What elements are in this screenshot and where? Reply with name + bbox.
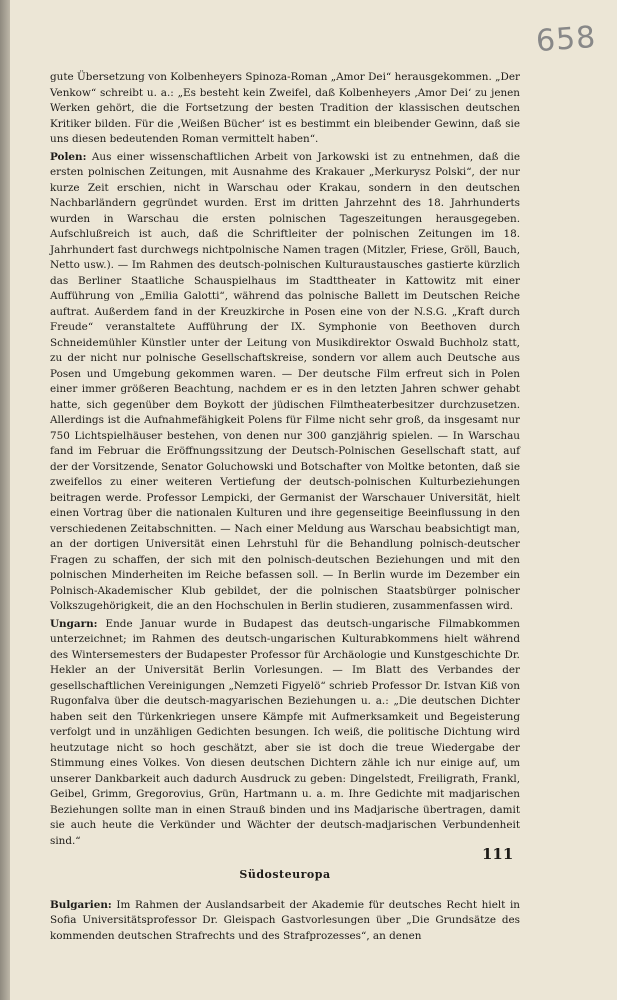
country-label-bulgarien: Bulgarien: [50,898,112,911]
country-label-polen: Polen: [50,150,87,163]
section-heading: Südosteuropa [239,868,331,881]
paragraph-bulgarien [50,898,520,945]
paragraph-intro: gute Übersetzung von Kolbenheyers Spinoza-Roman „Amor Dei“ herausgekommen. „Der Venkow“ schreibt u. a.: „Es besteht kein Zweifel, daß Kolbenheyers ‚Amor Dei‘ zu jenen Werken gehört, die die Fortsetzung der besten Tradition der klassischen deutschen Kritiker bilden. Für die ‚Weißen Bücher‘ ist es bestimmt ein bleibender Gewinn, daß sie uns diesen bedeutenden Roman vermittelt haben“. [50,71,520,145]
bulgarien-text: Im Rahmen der Auslandsarbeit der Akademie für deutsches Recht hielt in Sofia Universitätsprofessor Dr. Gleispach Gastvorlesungen über „Die Grundsätze des kommenden deutschen Strafrechts und des Strafprozesses“, an denen [50,898,520,942]
handwritten-page-note: 658 [534,19,598,60]
country-label-ungarn: Ungarn: [50,617,98,630]
body-text [50,70,520,944]
page-binding-edge [0,0,10,1000]
page-number: 111 [482,845,514,863]
ungarn-text: Ende Januar wurde in Budapest das deutsch-ungarische Filmabkommen unterzeichnet; im Rahmen des deutsch-ungarischen Kulturabkommens hielt während des Wintersemesters der Budapester Professor für Archäologie und Kunstgeschichte Dr. Hekler an der Universität Berlin Vorlesungen. — Im Blatt des Verbandes der gesellschaftlichen Vereinigungen „Nemzeti Figyelö“ schrieb Professor Dr. Istvan Kiß von Rugonfalva über die deutsch-magyarischen Beziehungen u. a.: „Die deutschen Dichter haben seit den Türkenkriegen unsere Kämpfe mit Aufmerksamkeit und Begeisterung verfolgt und in unzähligen Gedichten besungen. Ich weiß, die politische Dichtung wird heutzutage nicht so hoch geschätzt, aber sie ist doch die treue Wiedergabe der Stimmung eines Volkes. Von diesen deutschen Dichtern zähle ich nur einige auf, um unserer Dankbarkeit auch dadurch Ausdruck zu geben: Dingelstedt, Freiligrath, Frankl, Geibel, Grimm, Gregorovius, Grün, Hartmann u. a. m. Ihre Gedichte mit madjarischen Beziehungen sollte man in einen Strauß binden und ins Madjarische übertragen, damit sie auch heute die Verkünder und Wächter der deutsch-madjarischen Verbundenheit sind.“ [50,617,520,847]
paragraph-ungarn [50,617,520,850]
paragraph-polen [50,150,520,615]
polen-text: Aus einer wissenschaftlichen Arbeit von Jarkowski ist zu entnehmen, daß die ersten polnischen Zeitungen, mit Ausnahme des Krakauer „Merkurysz Polski“, der nur kurze Zeit erschien, nicht in Warschau oder Krakau, sondern in den deutschen Nachbarländern gegründet wurden. Erst im dritten Jahrzehnt des 18. Jahrhunderts wurden in Warschau die ersten polnischen Tageszeitungen herausgegeben. Aufschlußreich ist auch, daß die Schriftleiter der polnischen Zeitungen im 18. Jahrhundert fast durchwegs nichtpolnische Namen tragen (Mitzler, Friese, Gröll, Bauch, Netto usw.). — Im Rahmen des deutsch-polnischen Kulturaustausches gastierte kürzlich das Berliner Staatliche Schauspielhaus im Stadttheater in Kattowitz mit einer Aufführung von „Emilia Galotti“, während das polnische Ballett im Deutschen Reiche auftrat. Außerdem fand in der Kreuzkirche in Posen eine von der N.S.G. „Kraft durch Freude“ veranstaltete Aufführung der IX. Symphonie von Beethoven durch Schneidemühler Künstler unter der Leitung von Musikdirektor Oswald Buchholz statt, zu der nicht nur polnische Gesellschaftskreise, sondern vor allem auch Deutsche aus Posen und Umgebung gekommen waren. — Der deutsche Film erfreut sich in Polen einer immer größeren Beachtung, nachdem er es in den letzten Jahren schwer gehabt hatte, sich gegenüber dem Boykott der jüdischen Filmtheaterbesitzer durchzusetzen. Allerdings ist die Aufnahmefähigkeit Polens für Filme nicht sehr groß, da insgesamt nur 750 Lichtspielhäuser bestehen, von denen nur 300 ganzjährig spielen. — In Warschau fand im Februar die Eröffnungssitzung der Deutsch-Polnischen Gesellschaft statt, auf der der Vorsitzende, Senator Goluchowski und Botschafter von Moltke betonten, daß sie zweifellos zu einer weiteren Vertiefung der deutsch-polnischen Kulturbeziehungen beitragen werde. Professor Lempicki, der Germanist der Warschauer Universität, hielt einen Vortrag über die nationalen Kulturen und ihre gegenseitige Beeinflussung in den verschiedenen Zeitabschnitten. — Nach einer Meldung aus Warschau beabsichtigt man, an der dortigen Universität einen Lehrstuhl für die Behandlung polnisch-deutscher Fragen zu schaffen, der sich mit den polnisch-deutschen Beziehungen und mit den polnischen Minderheiten im Reiche befassen soll. — In Berlin wurde im Dezember ein Polnisch-Akademischer Klub gebildet, der die polnischen Staatsbürger polnischer Volkszugehörigkeit, die an den Hochschulen in Berlin studieren, zusammenfassen wird. [50,150,520,612]
